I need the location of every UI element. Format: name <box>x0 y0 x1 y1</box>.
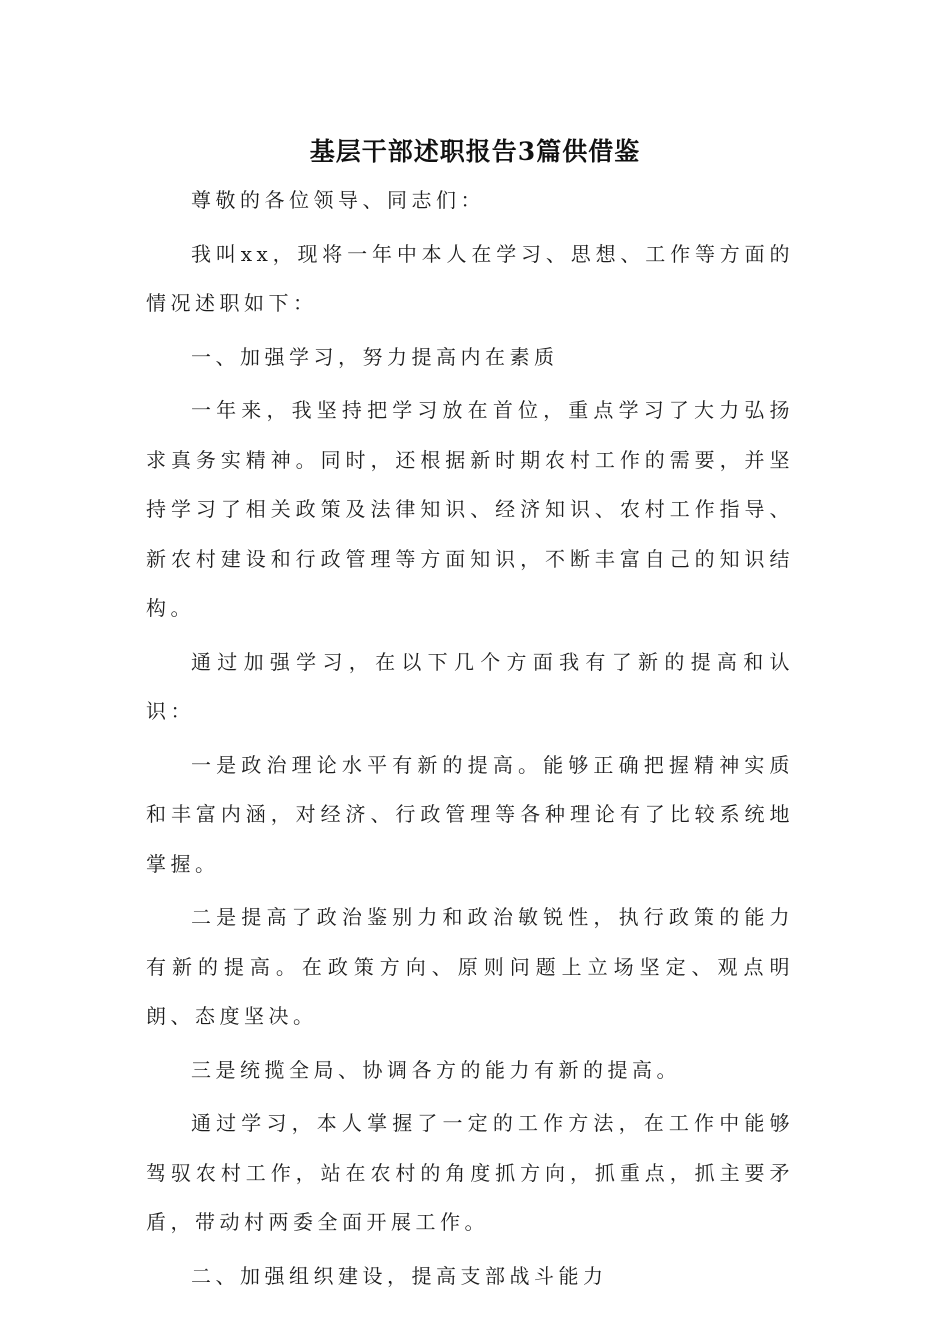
body-paragraph: 通过学习，本人掌握了一定的工作方法，在工作中能够驾驭农村工作，站在农村的角度抓方向，抓重点，抓主要矛盾，带动村两委全面开展工作。 <box>146 1111 794 1234</box>
section-heading-2: 二、加强组织建设，提高支部战斗能力 <box>191 1263 608 1288</box>
salutation-paragraph: 尊敬的各位领导、同志们： <box>191 188 485 212</box>
body-paragraph: 三是统揽全局、协调各方的能力有新的提高。 <box>191 1057 681 1082</box>
section-heading-1: 一、加强学习，努力提高内在素质 <box>191 344 559 369</box>
document-body <box>146 176 794 1305</box>
body-paragraph: 一年来，我坚持把学习放在首位，重点学习了大力弘扬求真务实精神。同时，还根据新时期农村工作的需要，并坚持学习了相关政策及法律知识、经济知识、农村工作指导、新农村建设和行政管理等方面知识，不断丰富自己的知识结构。 <box>146 398 794 620</box>
body-paragraph: 一是政治理论水平有新的提高。能够正确把握精神实质和丰富内涵，对经济、行政管理等各种理论有了比较系统地掌握。 <box>146 752 794 876</box>
body-paragraph: 通过加强学习，在以下几个方面我有了新的提高和认识： <box>146 649 794 723</box>
body-paragraph: 二是提高了政治鉴别力和政治敏锐性，执行政策的能力有新的提高。在政策方向、原则问题上立场坚定、观点明朗、态度坚决。 <box>146 905 794 1028</box>
intro-paragraph: 我叫xx，现将一年中本人在学习、思想、工作等方面的情况述职如下： <box>146 241 794 315</box>
document-title: 基层干部述职报告3篇供借鉴 <box>309 137 641 166</box>
